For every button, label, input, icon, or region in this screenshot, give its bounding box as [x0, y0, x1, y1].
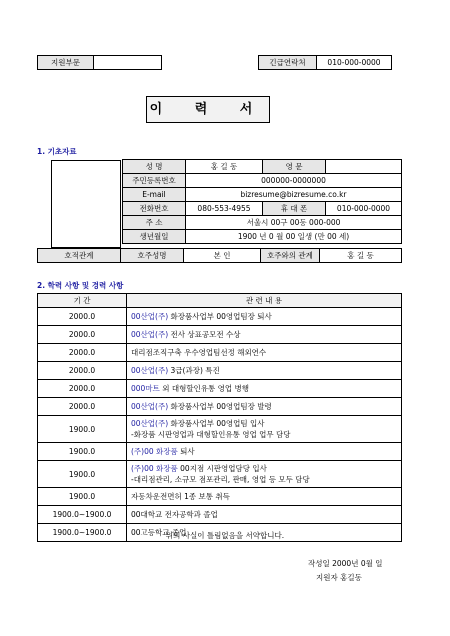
history-date: 1900.0: [38, 416, 127, 443]
history-row: [38, 506, 402, 524]
company-name: 00산업(주): [131, 312, 169, 321]
history-content: [127, 380, 402, 398]
mobile-label: 휴 대 폰: [263, 202, 326, 216]
history-line: [131, 474, 401, 485]
history-text: 자동차운전면허 1종 보통 취득: [131, 492, 230, 501]
history-line: [131, 347, 401, 358]
history-line: [131, 446, 401, 457]
family-table: [37, 248, 402, 263]
content-header: 관 련 내 용: [127, 294, 402, 308]
history-text: -화장품 시판영업과 대형할인유통 영업 업무 담당: [131, 430, 291, 439]
history-row: [38, 326, 402, 344]
history-content: [127, 362, 402, 380]
email-label: E-mail: [123, 188, 186, 202]
history-text: -대리점관리, 소규모 점포관리, 판매, 영업 등 모두 담당: [131, 475, 310, 484]
english-value[interactable]: [326, 160, 402, 174]
dept-label: 지원부문: [38, 56, 94, 70]
family-label: 호적관계: [38, 249, 121, 263]
address-label: 주 소: [123, 216, 186, 230]
relation-label: 호주와의 관계: [261, 249, 320, 263]
head-value[interactable]: 본 인: [184, 249, 261, 263]
contact-label: 긴급연락처: [259, 56, 317, 70]
history-content: [127, 398, 402, 416]
history-content: [127, 506, 402, 524]
address-value[interactable]: 서울시 00구 00동 000-000: [186, 216, 402, 230]
history-date: 2000.0: [38, 326, 127, 344]
history-row: [38, 362, 402, 380]
history-line: [131, 418, 401, 429]
applicant-line: 지원자 홍길동: [316, 573, 362, 582]
history-line: [131, 311, 401, 322]
phone-value[interactable]: 080-553-4955: [186, 202, 263, 216]
history-row: [38, 461, 402, 488]
company-name: 000마트: [131, 384, 160, 393]
history-content: [127, 461, 402, 488]
company-name: 00산업(주): [131, 419, 169, 428]
history-content: [127, 326, 402, 344]
dept-box: [37, 55, 162, 70]
contact-value[interactable]: 010-000-0000: [317, 56, 392, 70]
resident-label: 주민등록번호: [123, 174, 186, 188]
birth-value[interactable]: 1900 년 0 월 00 일생 (만 00 세): [186, 230, 402, 244]
history-row: [38, 488, 402, 506]
history-date: 2000.0: [38, 308, 127, 326]
history-text: 00대학교 전자공학과 졸업: [131, 510, 218, 519]
history-line: [131, 491, 401, 502]
period-header: 기 간: [38, 294, 127, 308]
history-text: 전사 상표공모전 수상: [168, 330, 241, 339]
history-table: [37, 293, 402, 542]
history-date: 1900.0: [38, 461, 127, 488]
email-value[interactable]: bizresume@bizresume.co.kr: [186, 188, 402, 202]
history-date: 2000.0: [38, 362, 127, 380]
history-text: 대리점조직구축 우수영업팀선정 해외연수: [131, 348, 267, 357]
company-name: (주)00 화장품: [131, 464, 178, 473]
history-row: [38, 380, 402, 398]
history-text: 00지점 시판영업담당 입사: [177, 464, 267, 473]
history-line: [131, 463, 401, 474]
history-line: [131, 365, 401, 376]
history-content: [127, 308, 402, 326]
history-text: 화장품사업부 00영업팀 입사: [168, 419, 265, 428]
history-date: 1900.0~1900.0: [38, 524, 127, 542]
history-text: 화장품사업부 00영업팀장 퇴사: [168, 312, 272, 321]
history-row: [38, 443, 402, 461]
history-date: 1900.0: [38, 443, 127, 461]
mobile-value[interactable]: 010-000-0000: [326, 202, 402, 216]
section1-title: 1. 기초자료: [37, 147, 77, 156]
history-text: 3급(과장) 특진: [168, 366, 220, 375]
resident-value[interactable]: 000000-0000000: [186, 174, 402, 188]
history-line: [131, 383, 401, 394]
history-date: 1900.0~1900.0: [38, 506, 127, 524]
history-content: [127, 344, 402, 362]
phone-label: 전화번호: [123, 202, 186, 216]
history-row: [38, 398, 402, 416]
history-date: 2000.0: [38, 380, 127, 398]
history-date: 1900.0: [38, 488, 127, 506]
date-line: 작성일 2000년 0월 일: [308, 559, 383, 568]
name-value[interactable]: 홍 길 동: [186, 160, 263, 174]
company-name: (주)00 화장품: [131, 447, 178, 456]
history-text: 화장품사업부 00영업팀장 발령: [168, 402, 272, 411]
history-row: [38, 416, 402, 443]
company-name: 00산업(주): [131, 330, 169, 339]
head-label: 호주성명: [121, 249, 184, 263]
history-content: [127, 416, 402, 443]
relation-value[interactable]: 홍 길 동: [320, 249, 402, 263]
history-date: 2000.0: [38, 344, 127, 362]
birth-label: 생년월일: [123, 230, 186, 244]
history-line: [131, 329, 401, 340]
history-date: 2000.0: [38, 398, 127, 416]
dept-value[interactable]: [94, 56, 162, 70]
page-title: 이 력 서: [146, 96, 270, 123]
company-name: 00산업(주): [131, 402, 169, 411]
history-line: [131, 401, 401, 412]
contact-box: [258, 55, 392, 70]
history-text: 퇴사: [177, 447, 195, 456]
history-text: 00고등학교 졸업: [131, 528, 187, 537]
history-line: [131, 509, 401, 520]
statement: 위의 사실이 틀림없음을 서약합니다.: [165, 531, 285, 540]
basic-info-table: [122, 159, 402, 244]
history-row: [38, 344, 402, 362]
section2-title: 2. 학력 사항 및 경력 사항: [37, 281, 124, 290]
company-name: 00산업(주): [131, 366, 169, 375]
history-content: [127, 488, 402, 506]
history-row: [38, 308, 402, 326]
english-label: 영 문: [263, 160, 326, 174]
photo-box[interactable]: [51, 160, 121, 248]
name-label: 성 명: [123, 160, 186, 174]
history-line: [131, 429, 401, 440]
history-text: 외 대형할인유통 영업 병행: [159, 384, 250, 393]
history-content: [127, 443, 402, 461]
